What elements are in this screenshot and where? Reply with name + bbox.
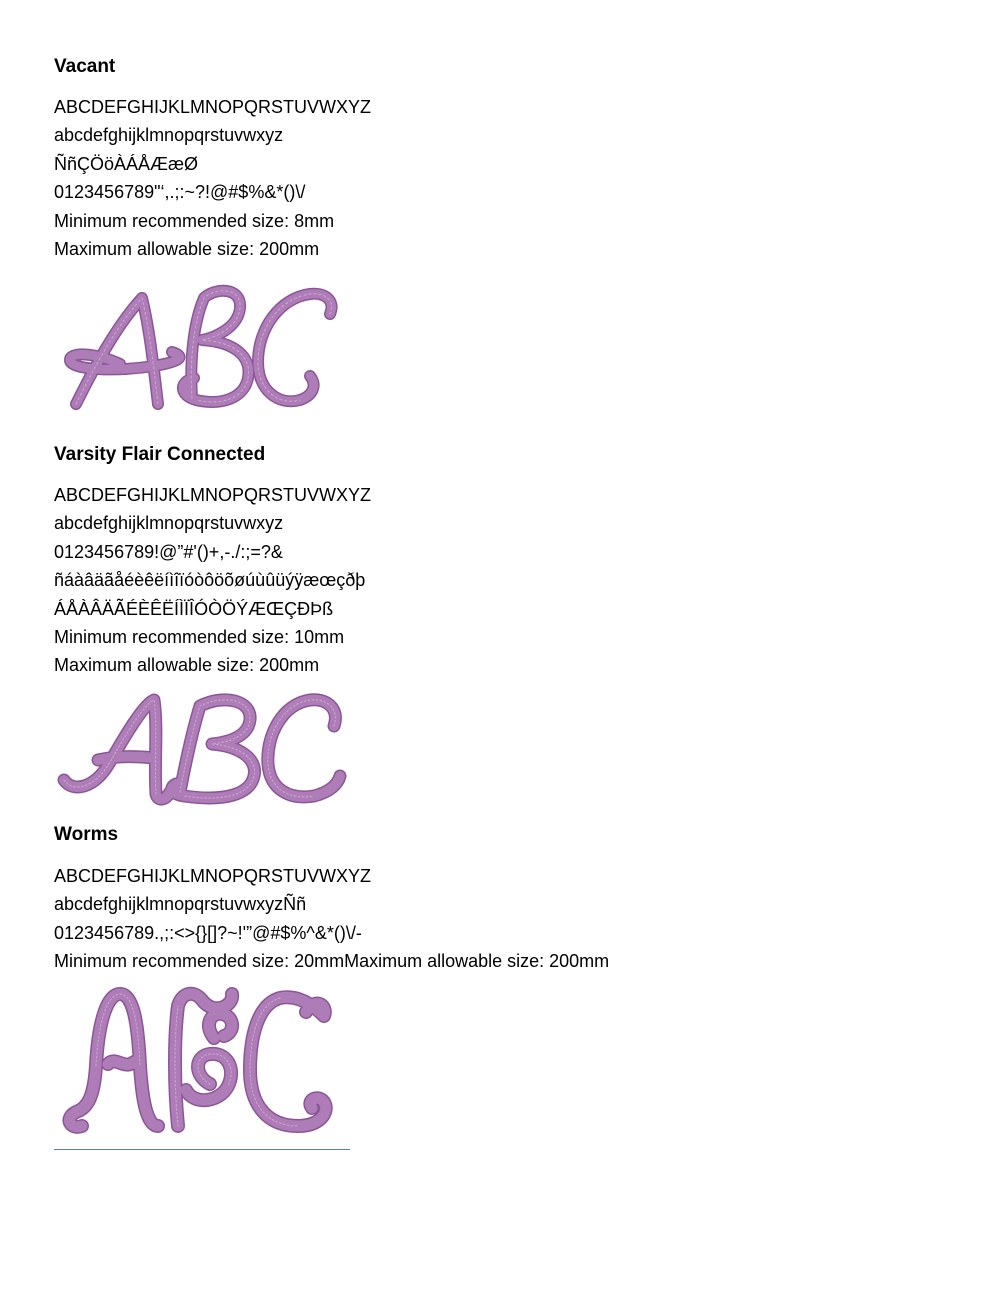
min-size-text: Minimum recommended size: 10mm xyxy=(54,627,345,648)
embroidery-sample-varsity-flair-connected xyxy=(54,692,354,807)
sample-worms-glyphs xyxy=(69,994,325,1127)
sample-varsity-glyphs xyxy=(64,700,340,799)
max-size-text: Maximum allowable size: 200mm xyxy=(54,239,320,260)
size-range-text: Minimum recommended size: 20mmMaximum allowable size: 200mm xyxy=(54,951,610,972)
font-charset-worms xyxy=(54,862,609,976)
charset-numbers-symbols: 0123456789.,;:<>{}[]?~!'”@#$%^&*()\/- xyxy=(54,922,362,943)
bottom-divider-line xyxy=(54,1149,350,1150)
sample-vacant-glyphs xyxy=(70,291,332,404)
charset-lowercase: abcdefghijklmnopqrstuvwxyz xyxy=(54,513,284,534)
charset-accented-uppercase: ÁÅÀÂÄÃÉÈÊËÍÌÏÎÓÒÖÝÆŒÇÐÞß xyxy=(54,598,334,619)
font-title-varsity-flair-connected: Varsity Flair Connected xyxy=(54,444,266,465)
charset-uppercase: ABCDEFGHIJKLMNOPQRSTUVWXYZ xyxy=(54,97,372,117)
min-size-text: Minimum recommended size: 8mm xyxy=(54,210,335,231)
charset-uppercase: ABCDEFGHIJKLMNOPQRSTUVWXYZ xyxy=(54,866,372,886)
charset-lowercase: abcdefghijklmnopqrstuvwxyz xyxy=(54,125,284,146)
charset-lowercase: abcdefghijklmnopqrstuvwxyzÑñ xyxy=(54,894,307,915)
font-charset-varsity-flair-connected xyxy=(54,481,371,680)
font-charset-vacant xyxy=(54,93,371,263)
font-title-vacant: Vacant xyxy=(54,56,116,77)
charset-uppercase: ABCDEFGHIJKLMNOPQRSTUVWXYZ xyxy=(54,485,372,505)
charset-numbers-symbols: 0123456789!@”#'()+,-./:;=?& xyxy=(54,541,283,562)
embroidery-sample-worms xyxy=(54,986,354,1141)
charset-numbers-symbols: 0123456789"‘,.;:~?!@#$%&*()\/ xyxy=(54,182,306,203)
charset-accented: ÑñÇÖöÀÁÅÆæØ xyxy=(54,153,199,174)
max-size-text: Maximum allowable size: 200mm xyxy=(54,655,320,676)
charset-accented-lowercase: ñáàâäãåéèêëíìîïóòôöõøúùûüýÿæœçðþ xyxy=(54,570,366,591)
font-title-worms: Worms xyxy=(54,824,119,845)
embroidery-sample-vacant xyxy=(54,286,354,416)
